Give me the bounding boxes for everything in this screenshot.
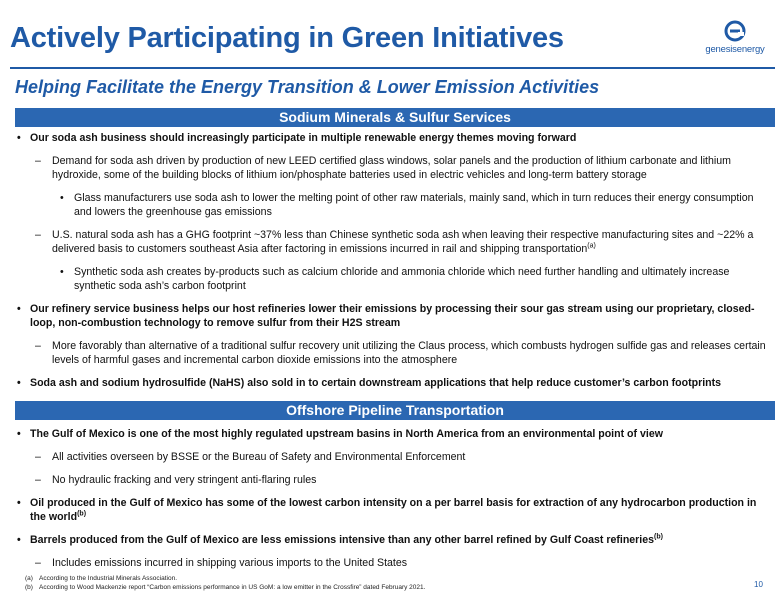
- footnote: [25, 584, 425, 593]
- genesis-logo-icon: [724, 20, 746, 42]
- footnote-text: According to the Industrial Minerals Association.: [39, 575, 178, 582]
- bullet-item: • Our refinery service business helps our host refineries lower their emissions by processing their sour gas stream using our proprietary, closed-loop, non-combustion technology to remove sulfur from their H2S stream: [15, 302, 772, 330]
- footnotes: [25, 575, 425, 592]
- page-number: 10: [754, 580, 763, 589]
- sub-sub-bullet-item: • Glass manufacturers use soda ash to lower the melting point of other raw materials, mainly sand, which in turn reduces their energy consumption and lowers the greenhouse gas emissions: [15, 191, 772, 219]
- footnote-mark: (a): [25, 575, 33, 582]
- section-sodium-minerals: [15, 131, 772, 399]
- section-banner-offshore-pipeline: Offshore Pipeline Transportation: [15, 401, 775, 420]
- page-title: Actively Participating in Green Initiatives: [10, 22, 564, 54]
- sub-bullet-item: – No hydraulic fracking and very stringent anti-flaring rules: [15, 473, 772, 487]
- footnote-ref: (b): [77, 510, 87, 518]
- company-logo: [695, 20, 775, 60]
- logo-wordmark: genesisenergy: [705, 44, 765, 55]
- sub-bullet-item: – Includes emissions incurred in shipping various imports to the United States: [15, 556, 772, 570]
- bullet-item: • Barrels produced from the Gulf of Mexico are less emissions intensive than any other barrel refined by Gulf Coast refineries$^{(b)}$: [15, 533, 772, 547]
- bullet-item: • Our soda ash business should increasingly participate in multiple renewable energy themes moving forward: [15, 131, 772, 145]
- sub-bullet-item: – Demand for soda ash driven by production of new LEED certified glass windows, solar panels and the production of lithium carbonate and lithium hydroxide, some of the building blocks of lithium ion/phosphate batteries used in electric vehicles and long-term battery storage: [15, 154, 772, 182]
- sub-bullet-item: – More favorably than alternative of a traditional sulfur recovery unit utilizing the Claus process, which combusts hydrogen sulfide gas and releases certain levels of harmful gases and incremental carbon dioxide emissions into the atmosphere: [15, 339, 772, 367]
- page-subtitle: Helping Facilitate the Energy Transition & Lower Emission Activities: [15, 77, 600, 97]
- footnote-mark: (b): [25, 583, 33, 591]
- bullet-item: • The Gulf of Mexico is one of the most highly regulated upstream basins in North America from an environmental point of view: [15, 427, 772, 441]
- title-divider: [10, 67, 775, 69]
- bullet-item: • Oil produced in the Gulf of Mexico has some of the lowest carbon intensity on a per barrel basis for extraction of any hydrocarbon production in the world$^{(b)}$: [15, 496, 772, 524]
- sub-bullet-item: – All activities overseen by BSSE or the Bureau of Safety and Environmental Enforcement: [15, 450, 772, 464]
- section-offshore-pipeline: [15, 427, 772, 579]
- sub-bullet-item: – U.S. natural soda ash has a GHG footprint ~37% less than Chinese synthetic soda ash when leaving their respective manufacturing sites and ~22% a delivered basis to customers southeast Asia after factoring in emissions incurred in rail and shipping transportation$^{(a)}$: [15, 228, 772, 256]
- sub-sub-bullet-item: • Synthetic soda ash creates by-products such as calcium chloride and ammonia chloride which need further handling and ultimately increase synthetic soda ash’s carbon footprint: [15, 265, 772, 293]
- footnote-ref: (b): [654, 533, 663, 541]
- footnote-text: According to Wood Mackenzie report “Carbon emissions performance in US GoM: a low emitter in the Crossfire” dated February 2021.: [39, 583, 426, 591]
- footnote: [25, 575, 425, 584]
- footnote-ref: (a): [587, 242, 596, 250]
- bullet-item: • Soda ash and sodium hydrosulfide (NaHS) also sold in to certain downstream applications that help reduce customer’s carbon footprints: [15, 376, 772, 390]
- section-banner-sodium-minerals: Sodium Minerals & Sulfur Services: [15, 108, 775, 127]
